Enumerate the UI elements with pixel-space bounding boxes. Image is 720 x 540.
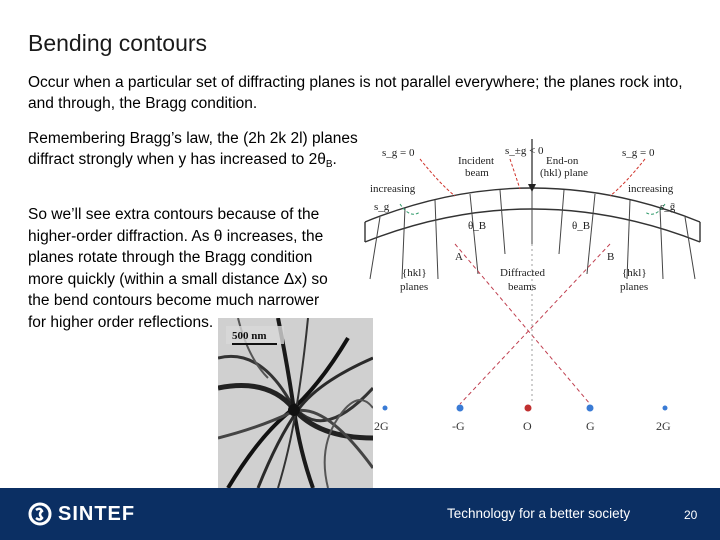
label-increasing-right: increasing [628,183,674,195]
label-sg-neg: s_±g < 0 [505,145,544,157]
spot-label-neg-2g: 2G [374,419,389,433]
label-sg-right: s_ḡ [660,201,676,213]
label-beams: beams [508,281,537,293]
bragg-paragraph-end: . [332,151,337,168]
label-sg0-right: s_g = 0 [622,147,655,159]
sintef-logo [28,502,135,526]
bending-geometry-diagram [360,134,705,434]
scale-bar-label: 500 nm [232,330,267,342]
diagram-svg [360,134,705,434]
label-beam: beam [465,167,489,179]
spot-label-origin: O [523,419,532,433]
label-planes-right: planes [620,281,649,293]
micrograph-svg [218,318,373,488]
label-theta-b-right: θ_B [572,220,591,232]
label-planes-left: planes [400,281,429,293]
label-sg0-left: s_g = 0 [382,147,415,159]
label-increasing-left: increasing [370,183,416,195]
intro-text: Occur when a particular set of diffracting planes is not parallel everywhere; the planes rock into, and through, the Bragg condition. [28,74,683,112]
slide-title: Bending contours [28,30,208,56]
spot-label-g: G [586,419,595,433]
page-number: 20 [684,508,698,522]
label-theta-b-left: θ_B [468,220,487,232]
brand-name: SINTEF [58,502,136,525]
spot-label-neg-g: -G [452,419,465,433]
label-hkl-right: {hkl} [622,267,647,279]
spot-origin [525,405,532,412]
label-point-a: A [455,251,463,263]
label-incident: Incident [458,155,495,167]
label-end-on: End-on [546,155,579,167]
spot-neg-2g [383,406,388,411]
bragg-subscript: B [325,159,333,170]
label-hkl-left: {hkl} [402,267,427,279]
footer-tagline: Technology for a better society [447,506,631,521]
spot-g [587,405,594,412]
footer-bar [0,488,720,540]
bragg-paragraph [28,128,358,175]
label-hkl-plane: (hkl) plane [540,167,588,179]
spot-label-2g: 2G [656,419,671,433]
bend-contour-micrograph [218,318,373,488]
label-point-b: B [607,251,615,263]
label-sg-left: s_g [374,201,390,213]
spot-2g [663,406,668,411]
higher-order-paragraph: So we’ll see extra contours because of the higher-order diffraction. As θ increases, the planes rotate through the Bragg condition more quickly (within a small distance Δx) so the bend contours become much narrower for higher order reflections. [28,206,328,331]
bragg-paragraph-text: Remembering Bragg’s law, the (2h 2k 2l) planes diffract strongly when y has increased to 2θ [28,130,358,168]
sintef-logo-icon [28,502,52,526]
lattice-planes [370,188,695,279]
spot-neg-g [457,405,464,412]
label-diffracted: Diffracted [500,267,545,279]
